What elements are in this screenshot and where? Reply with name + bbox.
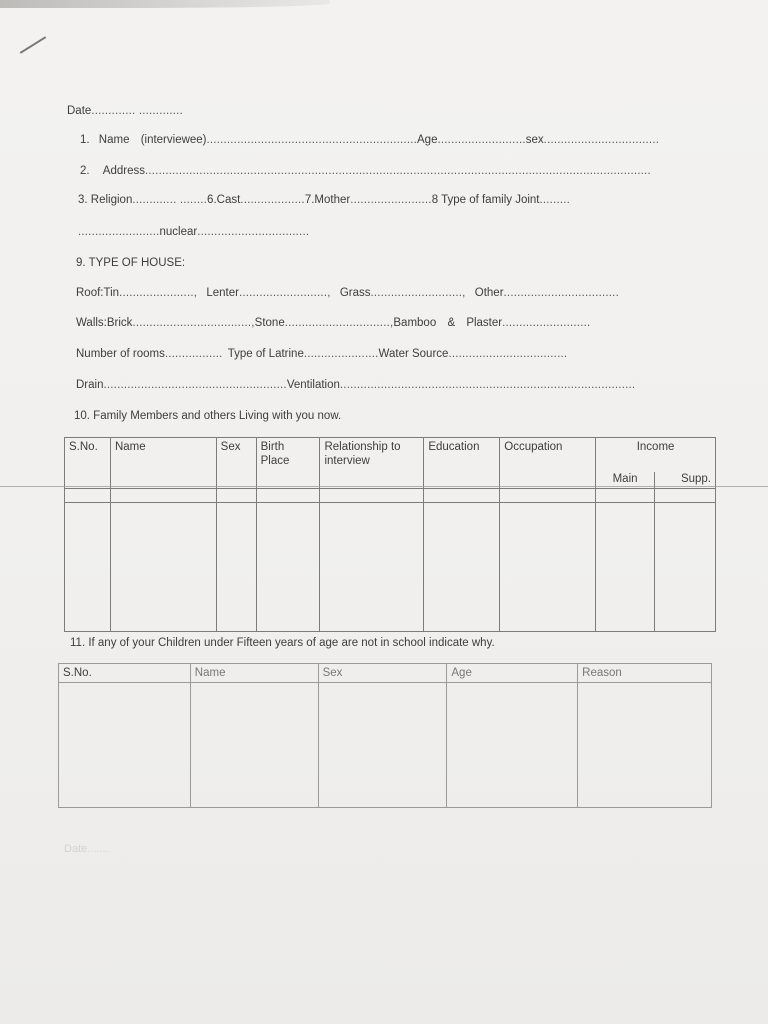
date-field[interactable]: ............. ............. — [91, 105, 183, 117]
children-not-in-school-table — [58, 663, 712, 808]
paper-fold-line — [0, 486, 768, 487]
family-type-label: 8 Type of family Joint — [431, 194, 540, 206]
col-name: Name — [110, 438, 216, 489]
q1-line — [80, 134, 659, 146]
col-income: Income — [596, 438, 716, 472]
roof-label: Roof:Tin — [76, 287, 120, 299]
age-label: Age — [417, 134, 438, 146]
ventilation-field[interactable]: ....................................................................................... — [339, 379, 636, 391]
drain-label: Drain — [76, 379, 104, 391]
mother-field[interactable]: ........................ — [350, 194, 432, 206]
table-cell[interactable] — [655, 488, 716, 502]
col-sno: S.No. — [65, 438, 111, 489]
col-income-main: Main — [596, 472, 655, 489]
col-occupation: Occupation — [500, 438, 596, 489]
ampersand: & — [447, 317, 456, 329]
walls-label: Walls:Brick — [76, 317, 133, 329]
roof-tin-field[interactable]: ......................, — [119, 287, 198, 299]
nuclear-field-before[interactable]: ........................ — [78, 226, 160, 238]
grass-label: Grass — [339, 287, 371, 299]
rooms-field[interactable]: ................. — [164, 348, 223, 360]
table-cell[interactable] — [65, 502, 111, 632]
ventilation-label: Ventilation — [286, 379, 340, 391]
plaster-field[interactable]: .......................... — [502, 317, 591, 329]
table-cell[interactable] — [424, 488, 500, 502]
col-sex: Sex — [216, 438, 256, 489]
col-age: Age — [447, 664, 578, 683]
plaster-label: Plaster — [466, 317, 503, 329]
q1-name-label: Name — [98, 134, 130, 146]
cast-label: 6.Cast — [207, 194, 241, 206]
nuclear-field-after[interactable]: ................................. — [197, 226, 310, 238]
table-cell[interactable] — [216, 488, 256, 502]
lenter-label: Lenter — [206, 287, 239, 299]
col-income-supp: Supp. — [655, 472, 716, 489]
stone-field[interactable]: ..............................., — [284, 317, 394, 329]
walls-brick-field[interactable]: ..................................., — [132, 317, 255, 329]
children-table-header-row — [59, 664, 712, 683]
table-cell[interactable] — [190, 683, 318, 808]
drain-field[interactable]: ...................................................... — [103, 379, 287, 391]
table-cell[interactable] — [256, 502, 320, 632]
grass-field[interactable]: ..........................., — [370, 287, 466, 299]
water-label: Water Source — [378, 348, 449, 360]
roof-line — [76, 287, 619, 299]
table-cell[interactable] — [216, 502, 256, 632]
q2-number: 2. — [80, 165, 90, 177]
q3-line — [78, 194, 570, 206]
other-label: Other — [474, 287, 504, 299]
family-type-field[interactable]: ......... — [539, 194, 571, 206]
nuclear-line — [78, 226, 309, 238]
name-field[interactable]: .............................................................. — [206, 134, 418, 146]
table-row — [59, 683, 712, 808]
sex-label: sex — [525, 134, 544, 146]
table-cell[interactable] — [500, 488, 596, 502]
rooms-label: Number of rooms — [76, 348, 165, 360]
table-cell[interactable] — [110, 502, 216, 632]
table-cell[interactable] — [110, 488, 216, 502]
mother-label: 7.Mother — [304, 194, 351, 206]
col-education: Education — [424, 438, 500, 489]
address-field[interactable]: ..................................................................................................................................................... — [144, 165, 651, 177]
col-sno: S.No. — [59, 664, 191, 683]
table-cell[interactable] — [578, 683, 712, 808]
age-field[interactable]: .......................... — [437, 134, 526, 146]
bamboo-label: Bamboo — [393, 317, 437, 329]
col-reason: Reason — [578, 664, 712, 683]
table-cell[interactable] — [320, 502, 424, 632]
family-table-header-row — [65, 438, 716, 472]
date-label: Date — [67, 105, 92, 117]
family-members-table — [64, 437, 716, 632]
faded-footer-text: Date....... — [64, 843, 109, 855]
water-field[interactable]: ................................... — [448, 348, 568, 360]
latrine-field[interactable]: ...................... — [303, 348, 379, 360]
drain-line — [76, 379, 635, 391]
latrine-label: Type of Latrine — [227, 348, 304, 360]
table-cell[interactable] — [500, 502, 596, 632]
table-cell[interactable] — [65, 488, 111, 502]
table-cell[interactable] — [596, 488, 655, 502]
table-cell[interactable] — [596, 502, 655, 632]
sex-field[interactable]: .................................. — [543, 134, 660, 146]
table-row — [65, 502, 716, 632]
q1-interviewee-label: (interviewee) — [140, 134, 207, 146]
col-name: Name — [190, 664, 318, 683]
religion-label: 3. Religion — [78, 194, 133, 206]
table-cell[interactable] — [318, 683, 447, 808]
q2-line — [80, 165, 651, 177]
address-label: Address — [102, 165, 145, 177]
other-field[interactable]: .................................. — [503, 287, 619, 299]
table-cell[interactable] — [424, 502, 500, 632]
q10-heading: 10. Family Members and others Living with you now. — [74, 410, 342, 422]
q9-heading: 9. TYPE OF HOUSE: — [76, 257, 186, 269]
rooms-line — [76, 348, 567, 360]
table-cell[interactable] — [655, 502, 716, 632]
col-birth-place: Birth Place — [256, 438, 320, 489]
q11-heading: 11. If any of your Children under Fifteen years of age are not in school indicate why. — [70, 637, 495, 649]
religion-field[interactable]: ............. ........ — [132, 194, 208, 206]
lenter-field[interactable]: .........................., — [238, 287, 331, 299]
nuclear-label: nuclear — [159, 226, 198, 238]
col-relationship: Relationship to interview — [320, 438, 424, 489]
table-row — [65, 488, 716, 502]
table-cell[interactable] — [447, 683, 578, 808]
cast-field[interactable]: ................... — [240, 194, 305, 206]
walls-line — [76, 317, 590, 329]
q1-number: 1. — [80, 134, 90, 146]
col-sex: Sex — [318, 664, 447, 683]
date-line — [67, 105, 183, 117]
table-cell[interactable] — [256, 488, 320, 502]
table-cell[interactable] — [59, 683, 191, 808]
stone-label: Stone — [254, 317, 285, 329]
table-cell[interactable] — [320, 488, 424, 502]
